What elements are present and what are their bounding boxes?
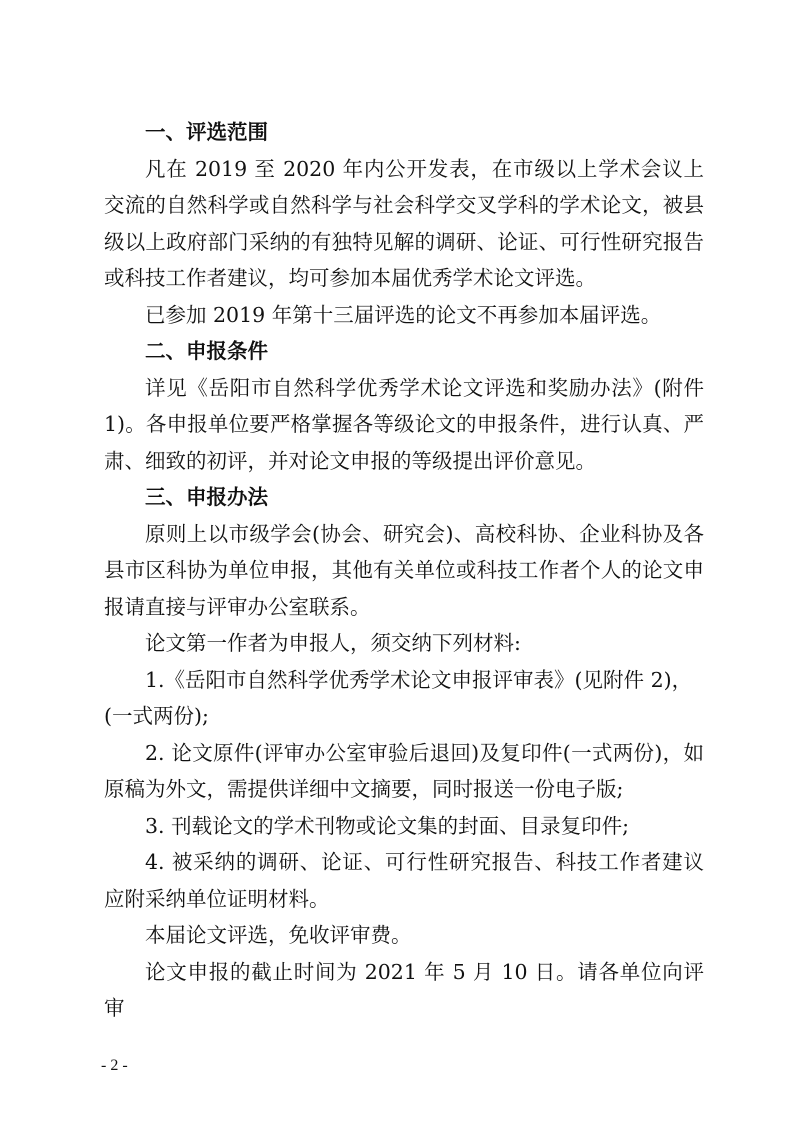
paragraph-fee: 本届论文评选，免收评审费。 [145, 923, 412, 947]
document-body [104, 114, 704, 1027]
section-heading-method: 三、申报办法 [145, 485, 268, 509]
paragraph-scope-exclusion: 已参加 2019 年第十三届评选的论文不再参加本届评选。 [145, 302, 662, 327]
section-heading-scope: 一、评选范围 [145, 120, 268, 144]
list-item-3: 3. 刊载论文的学术刊物或论文集的封面、目录复印件; [145, 813, 629, 838]
list-item-1-continuation: (一式两份); [104, 704, 209, 728]
page-number: - 2 - [101, 1057, 128, 1074]
paragraph-deadline: 论文申报的截止时间为 2021 年 5 月 10 日。请各单位向评审 [104, 959, 704, 1020]
paragraph-method-materials: 论文第一作者为申报人，须交纳下列材料: [145, 631, 521, 655]
list-item-4: 4. 被采纳的调研、论证、可行性研究报告、科技工作者建议应附采纳单位证明材料。 [104, 850, 704, 911]
paragraph-conditions: 详见《岳阳市自然科学优秀学术论文评选和奖励办法》(附件1)。各申报单位要严格掌握各等级论文的申报条件，进行认真、严肃、细致的初评，并对论文申报的等级提出评价意见。 [104, 375, 704, 473]
paragraph-method-units: 原则上以市级学会(协会、研究会)、高校科协、企业科协及各县市区科协为单位申报，其他有关单位或科技工作者个人的论文申报请直接与评审办公室联系。 [104, 521, 704, 619]
paragraph-scope-description: 凡在 2019 至 2020 年内公开发表，在市级以上学术会议上交流的自然科学或自然科学与社会科学交叉学科的学术论文，被县级以上政府部门采纳的有独特见解的调研、论证、可行性研究报告或科技工作者建议，均可参加本届优秀学术论文评选。 [104, 156, 704, 290]
list-item-1: 1.《岳阳市自然科学优秀学术论文申报评审表》(见附件 2)， [145, 667, 693, 692]
list-item-2: 2. 论文原件(评审办公室审验后退回)及复印件(一式两份)，如原稿为外文，需提供详细中文摘要，同时报送一份电子版; [104, 740, 704, 801]
section-heading-conditions: 二、申报条件 [145, 339, 268, 363]
